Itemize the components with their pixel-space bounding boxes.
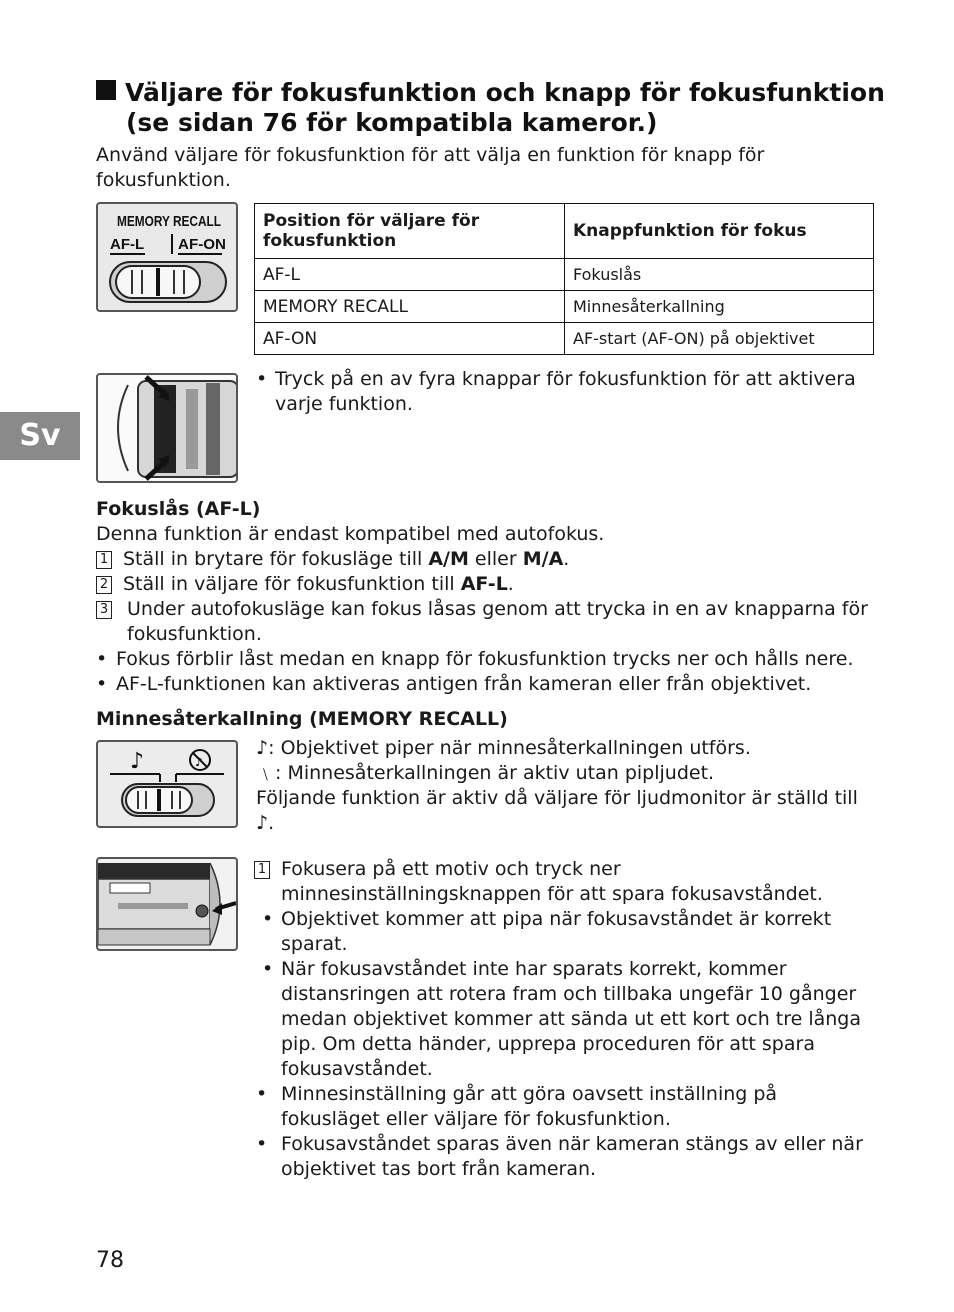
memory-bullet-2: • När fokusavståndet inte har sparats korrekt, kommer distansringen att rotera fram och tillbaka ungefär 10 gånger medan objektivet kommer att sända ut ett kort och tre långa pip. Om detta händer, upprepa proceduren för att spara fokusavståndet. xyxy=(262,958,862,1080)
focus-function-switch-figure xyxy=(96,202,238,312)
sound-monitor-switch-figure xyxy=(96,740,238,828)
svg-text:MEMORY RECALL: MEMORY RECALL xyxy=(117,213,221,230)
sound-switch-illustration xyxy=(98,742,236,826)
beep-note-icon: ♪ xyxy=(256,737,269,759)
intro-text: Använd väljare för fokusfunktion för att välja en funktion för knapp för fokusfunktion. xyxy=(96,144,765,191)
bullet-icon: • xyxy=(96,648,108,670)
bullet-icon: • xyxy=(262,908,274,930)
af-lock-step-2: 2 Ställ in väljare för fokusfunktion till AF-L. xyxy=(96,572,886,597)
table-cell-position: MEMORY RECALL xyxy=(255,291,565,323)
table-cell-function: Minnesåterkallning xyxy=(565,291,874,323)
beep-on-line: ♪: Objektivet piper när minnesåterkallningen utförs. xyxy=(256,737,751,759)
memory-bullet-4: • Fokusavståndet sparas även när kameran stängs av eller när objektivet tas bort från kameran. xyxy=(256,1133,863,1180)
lens-illustration xyxy=(98,375,236,481)
memory-recall-description xyxy=(256,736,874,836)
step-number-1: 1 xyxy=(254,861,270,879)
svg-text:♪: ♪ xyxy=(130,749,145,774)
af-lock-step-1: 1 Ställ in brytare för fokusläge till A/M eller M/A. xyxy=(96,547,886,572)
table-header-position: Position för väljare för fokusfunktion xyxy=(255,204,565,259)
memory-steps xyxy=(254,857,874,1182)
af-lock-intro: Denna funktion är endast kompatibel med autofokus. xyxy=(96,523,605,545)
af-lock-step-3: 3 Under autofokusläge kan fokus låsas genom att trycka in en av knapparna för fokusfunktion. xyxy=(96,597,886,647)
switch-illustration xyxy=(98,204,236,310)
table-cell-position: AF-ON xyxy=(255,323,565,355)
lens-focus-buttons-figure xyxy=(96,373,238,483)
af-lock-bullet-1: • Fokus förblir låst medan en knapp för fokusfunktion trycks ner och hålls nere. xyxy=(96,648,854,670)
beep-note-icon: ♪ xyxy=(256,812,269,834)
table-row xyxy=(255,259,874,291)
memory-bullet-3: • Minnesinställning går att göra oavsett inställning på fokusläget eller väljare för fokusfunktion. xyxy=(256,1083,778,1130)
table-row xyxy=(255,291,874,323)
memory-step-1: 1 Fokusera på ett motiv och tryck ner minnesinställningsknappen för att spara fokusavståndet. xyxy=(254,857,874,907)
table-cell-function: AF-start (AF-ON) på objektivet xyxy=(565,323,874,355)
beep-off-line: ﹨: Minnesåterkallningen är aktiv utan pipljudet. xyxy=(256,762,715,784)
table-header-function: Knappfunktion för fokus xyxy=(565,204,874,259)
page-number: 78 xyxy=(96,1248,124,1273)
memory-recall-title: Minnesåterkallning (MEMORY RECALL) xyxy=(96,708,508,730)
table-cell-function: Fokuslås xyxy=(565,259,874,291)
table-row xyxy=(255,323,874,355)
memory-set-button-figure xyxy=(96,857,238,951)
button-note: • Tryck på en av fyra knappar för fokusfunktion för att aktivera varje funktion. xyxy=(256,368,856,415)
square-bullet-icon xyxy=(96,80,116,100)
lens-barrel-illustration xyxy=(98,859,236,949)
page-title: Väljare för fokusfunktion och knapp för fokusfunktion (se sidan 76 för kompatibla kameror.) xyxy=(96,78,896,138)
bullet-icon: • xyxy=(96,673,108,695)
step-number-2: 2 xyxy=(96,576,112,594)
beep-off-icon: ﹨ xyxy=(256,762,276,784)
bullet-icon: • xyxy=(256,368,268,390)
step-number-3: 3 xyxy=(96,601,112,619)
svg-text:AF-ON: AF-ON xyxy=(178,236,226,253)
step-number-1: 1 xyxy=(96,551,112,569)
focus-function-table xyxy=(254,203,874,355)
bullet-icon: • xyxy=(256,1133,268,1155)
af-lock-section xyxy=(96,497,886,697)
svg-text:♪: ♪ xyxy=(195,755,203,769)
svg-text:AF-L: AF-L xyxy=(110,236,145,253)
table-header-row xyxy=(255,204,874,259)
af-lock-bullet-2: • AF-L-funktionen kan aktiveras antigen från kameran eller från objektivet. xyxy=(96,673,812,695)
bullet-icon: • xyxy=(262,958,274,980)
sound-monitor-note: Följande funktion är aktiv då väljare för ljudmonitor är ställd till ♪. xyxy=(256,787,858,834)
table-cell-position: AF-L xyxy=(255,259,565,291)
memory-bullet-1: • Objektivet kommer att pipa när fokusavståndet är korrekt sparat. xyxy=(262,908,832,955)
bullet-icon: • xyxy=(256,1083,268,1105)
language-tab: Sv xyxy=(0,412,80,460)
af-lock-title: Fokuslås (AF-L) xyxy=(96,498,261,520)
